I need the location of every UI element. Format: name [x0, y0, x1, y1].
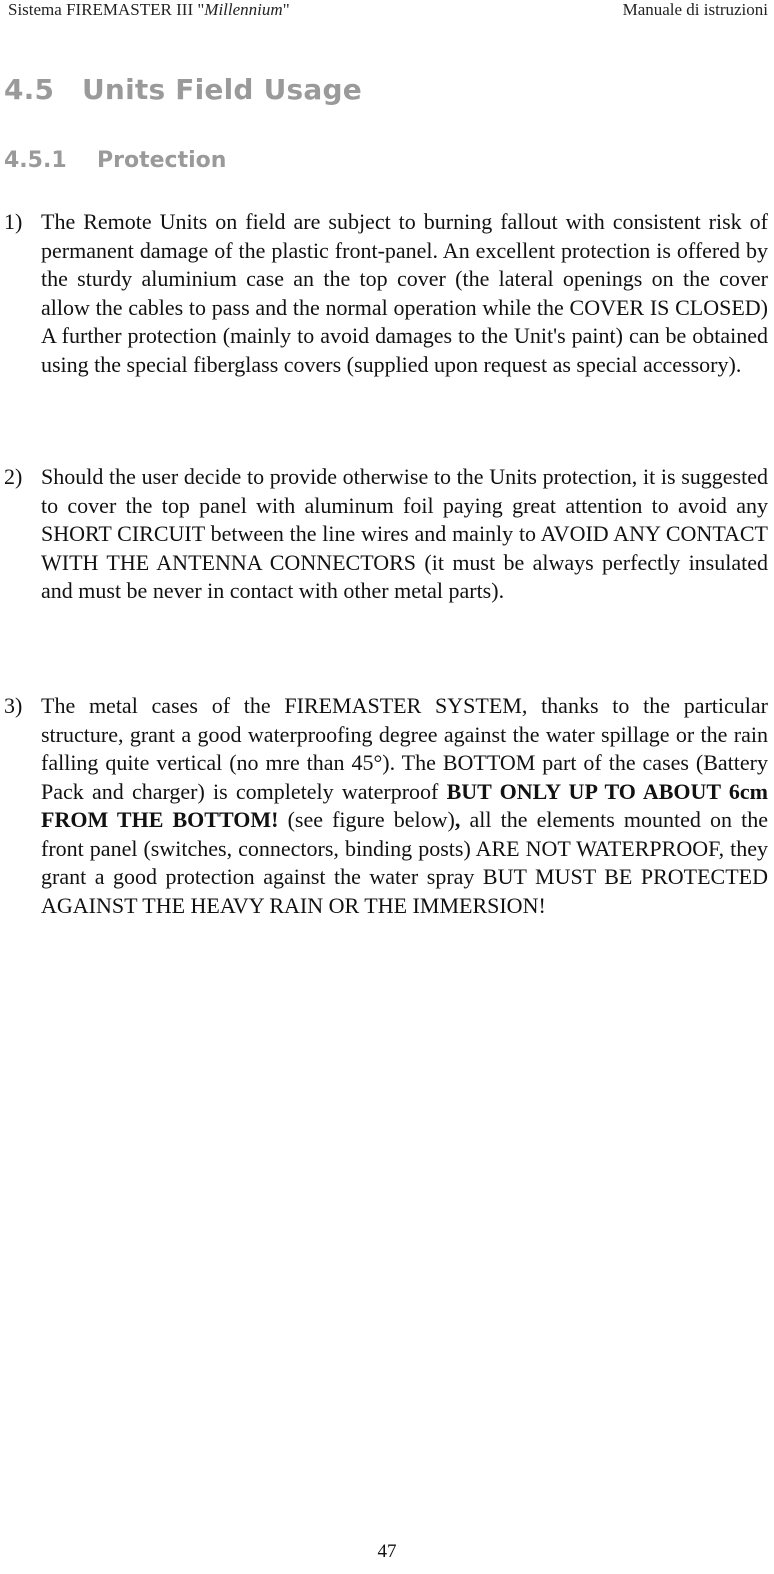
list-item-marker: 3): [4, 693, 23, 718]
list-item: [4, 692, 768, 920]
list-item-text-part: The metal cases of the FIREMASTER SYSTEM, thanks to the particular structure, grant a good waterproofing degree against the water spillage or the rain falling quite vertical (no mre than 45°). The BOTTOM part of the cases (Battery Pack and charger) is completely waterproof: [41, 693, 768, 804]
list-item-text-part: (see figure below): [278, 807, 455, 832]
subsection-number: 4.5.1: [4, 148, 67, 173]
list-item-emphasis: ,: [454, 807, 461, 832]
list-item: [4, 463, 768, 606]
header-document-title: [8, 0, 290, 20]
section-heading: [4, 73, 362, 106]
list-item-emphasis: BUT ONLY UP TO ABOUT 6cm FROM THE BOTTOM!: [41, 778, 768, 832]
list-item-text: The Remote Units on field are subject to burning fallout with consistent risk of permanent damage of the plastic front-panel. An excellent protection is offered by the sturdy aluminium case an the top cover (the lateral openings on the cover allow the cables to pass and the normal operation while the COVER IS CLOSED) A further protection (mainly to avoid damages to the Unit's paint) can be obtained using the special fiberglass covers (supplied upon request as special accessory).: [41, 209, 768, 377]
list-item-text: Should the user decide to provide otherwise to the Units protection, it is suggested to cover the top panel with aluminum foil paying great attention to avoid any SHORT CIRCUIT between the line wires and mainly to AVOID ANY CONTACT WITH THE ANTENNA CONNECTORS (it must be always perfectly insulated and must be never in contact with other metal parts).: [41, 464, 768, 603]
header-title-prefix: Sistema FIREMASTER III ": [8, 0, 205, 19]
list-item-marker: 1): [4, 209, 23, 234]
list-item-text-part: all the elements mounted on the front panel (switches, connectors, binding posts) ARE NOT WATERPROOF, they grant a good protection against the water spray BUT MUST BE PROTECTED AGAINST THE HEAVY RAIN OR THE IMMERSION!: [41, 807, 768, 918]
list-item: [4, 208, 768, 379]
header-title-italic: Millennium: [204, 0, 283, 19]
page-number: 47: [377, 1541, 397, 1562]
subsection-heading: [4, 148, 226, 173]
section-title: Units Field Usage: [82, 73, 362, 106]
header-manual-label: Manuale di istruzioni: [622, 0, 768, 19]
section-number: 4.5: [4, 73, 55, 106]
running-header: [8, 0, 768, 28]
list-item-text: [41, 692, 768, 920]
header-title-suffix: ": [282, 0, 290, 19]
subsection-title: Protection: [97, 148, 227, 173]
list-item-marker: 2): [4, 464, 23, 489]
